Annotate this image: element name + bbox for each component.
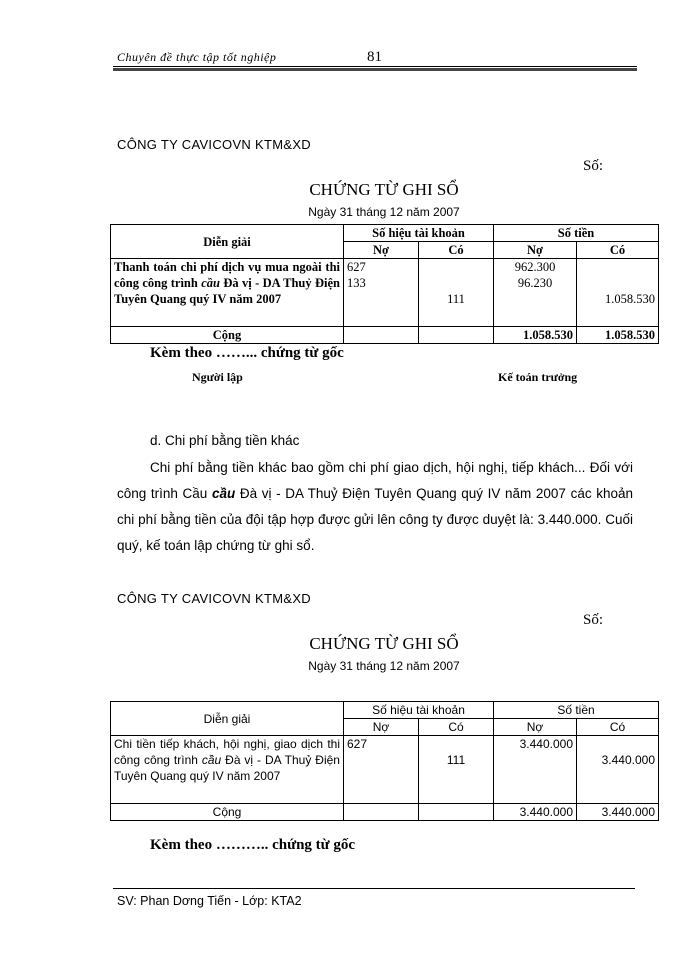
section-paragraph (117, 455, 633, 559)
paragraph-emphasis: cầu (211, 486, 236, 501)
total-row (111, 327, 659, 344)
debit-amount-2: 96.230 (517, 276, 553, 290)
col-header-amount: Số tiền (494, 225, 659, 242)
total-empty-2 (419, 327, 494, 344)
voucher-table-1 (110, 224, 659, 344)
total-row (111, 804, 659, 821)
description-text: Thanh toán chi phí dịch vụ mua ngoài thi công công trình (114, 260, 340, 290)
attached-docs-2: Kèm theo ……….. chứng từ gốc (150, 837, 356, 853)
total-credit: 1.058.530 (577, 327, 659, 344)
table-row (111, 736, 659, 804)
col-header-debit-account: Nợ (344, 719, 419, 736)
debit-amount: 3.440.000 (494, 736, 577, 804)
description-text: Chi tiền tiếp khách, hội nghị, giao dịch thi công công trình (114, 737, 340, 767)
total-empty-1 (344, 327, 419, 344)
col-header-credit-account: Có (419, 242, 494, 259)
header-title: Chuyên đề thực tập tốt nghiệp (117, 50, 277, 64)
voucher-date-2: Ngày 31 tháng 12 năm 2007 (308, 659, 460, 673)
attached-docs-1: Kèm theo ……... chứng từ gốc (150, 345, 344, 361)
total-label: Cộng (111, 804, 344, 821)
paragraph-text: Chi phí bằng tiền khác bao gồm chi phí giao dịch, hội nghị, tiếp khách... Đối với công trình Cầu (117, 460, 633, 501)
col-header-account: Số hiệu tài khoản (344, 225, 494, 242)
debit-account: 627 (344, 736, 419, 804)
total-label: Cộng (111, 327, 344, 344)
credit-account: 111 (419, 259, 494, 327)
col-header-credit-amount: Có (577, 242, 659, 259)
voucher-number-label-1: Số: (583, 158, 604, 174)
preparer-label: Người lập (192, 370, 243, 384)
row-description (111, 259, 344, 327)
voucher-date-1: Ngày 31 tháng 12 năm 2007 (308, 205, 460, 219)
header-rule-thick (113, 68, 637, 71)
paragraph-tail: Đà vị - DA Thuỷ Điện Tuyên Quang quý IV năm 2007 các khoản chi phí bằng tiền của đội tập hợp được gửi lên công ty được duyệt là: 3.440.000. Cuối quý, kế toán lập chứng từ ghi sổ. (117, 486, 633, 553)
company-name-2: CÔNG TY CAVICOVN KTM&XD (117, 591, 311, 606)
voucher-title-1: CHỨNG TỪ GHI SỔ (309, 180, 459, 199)
total-credit: 3.440.000 (577, 804, 659, 821)
debit-account-1: 627 (347, 260, 366, 274)
debit-account-2: 133 (347, 276, 366, 290)
col-header-debit-amount: Nợ (494, 242, 577, 259)
col-header-debit-account: Nợ (344, 242, 419, 259)
col-header-account: Số hiệu tài khoản (344, 702, 494, 719)
description-emphasis: cầu (201, 753, 222, 767)
col-header-credit-amount: Có (577, 719, 659, 736)
debit-accounts (344, 259, 419, 327)
row-description (111, 736, 344, 804)
col-header-description: Diễn giải (111, 225, 344, 259)
voucher-number-label-2: Số: (583, 612, 604, 628)
description-tail: Đà vị - DA Thuỷ Điện Tuyên Quang quý IV năm 2007 (114, 753, 340, 783)
credit-account: 111 (419, 736, 494, 804)
company-name-1: CÔNG TY CAVICOVN KTM&XD (117, 137, 311, 152)
total-debit: 1.058.530 (494, 327, 577, 344)
table-row (111, 259, 659, 327)
debit-amount-1: 962.300 (514, 260, 556, 274)
total-debit: 3.440.000 (494, 804, 577, 821)
chief-accountant-label: Kế toán trưởng (498, 370, 578, 384)
page-number: 81 (367, 49, 382, 65)
description-tail: Đà vị - DA Thuỷ Điện Tuyên Quang quý IV năm 2007 (114, 276, 341, 306)
section-heading: d. Chi phí bằng tiền khác (150, 433, 300, 448)
description-emphasis: cầu (201, 276, 220, 290)
col-header-debit-amount: Nợ (494, 719, 577, 736)
col-header-credit-account: Có (419, 719, 494, 736)
credit-amount: 3.440.000 (577, 736, 659, 804)
footer-rule (113, 888, 635, 889)
voucher-table-2 (110, 701, 659, 821)
credit-amount: 1.058.530 (577, 259, 659, 327)
debit-amounts (494, 259, 577, 327)
voucher-title-2: CHỨNG TỪ GHI SỔ (309, 634, 459, 653)
header-rule (113, 66, 637, 67)
col-header-description: Diễn giải (111, 702, 344, 736)
footer-text: SV: Phan Dơng Tiến - Lớp: KTA2 (117, 894, 302, 908)
total-empty-2 (419, 804, 494, 821)
col-header-amount: Số tiền (494, 702, 659, 719)
total-empty-1 (344, 804, 419, 821)
